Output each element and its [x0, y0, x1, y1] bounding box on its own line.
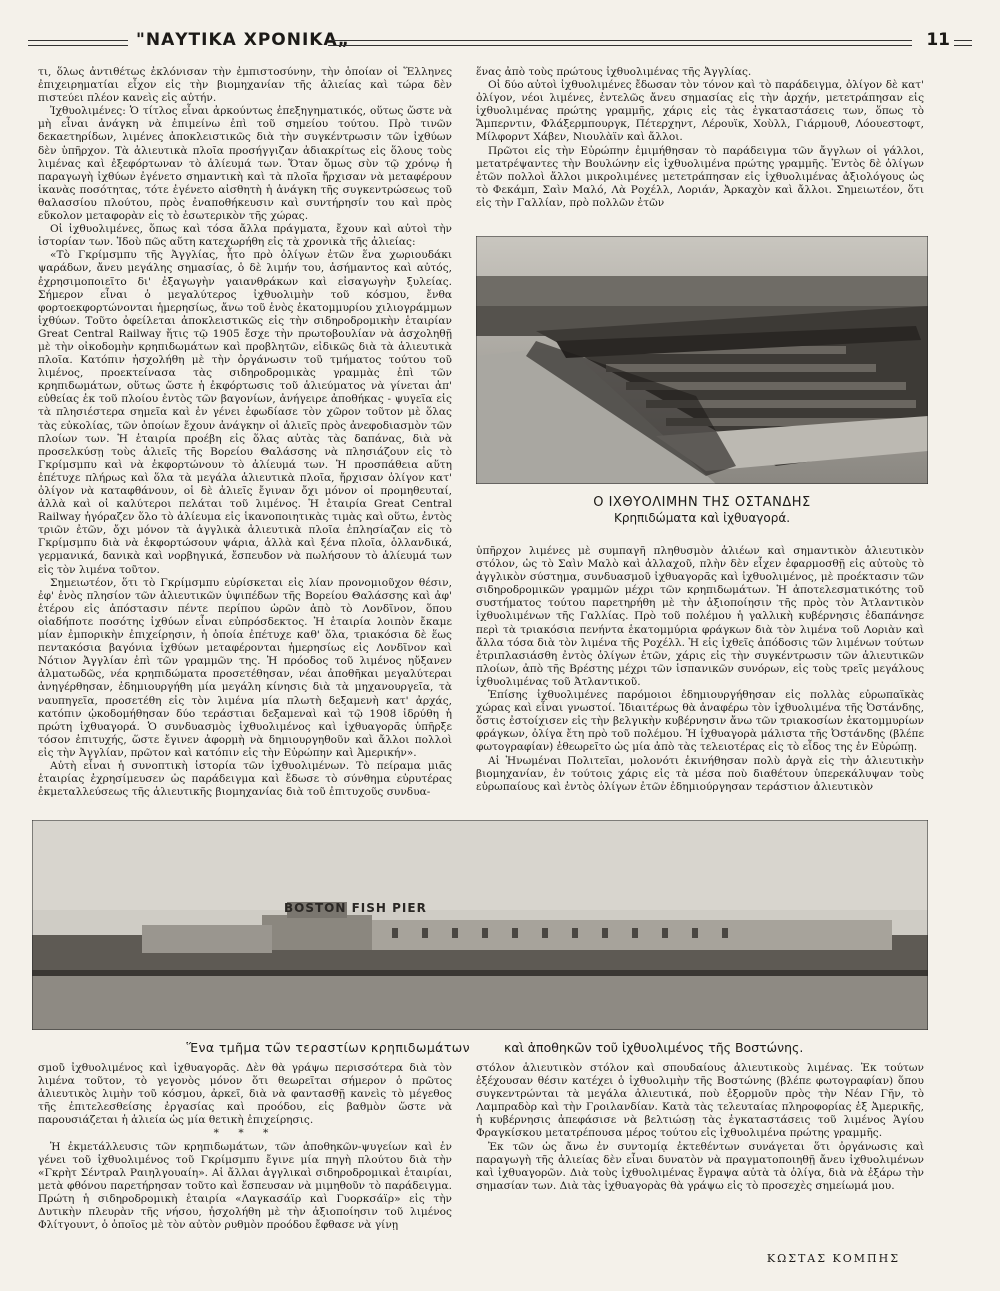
article-column-left [38, 66, 452, 824]
magazine-title: "ΝΑΥΤΙΚΑ ΧΡΟΝΙΚΑ„ [136, 30, 350, 50]
page-header [28, 30, 972, 56]
article-column-bottom-left [38, 1062, 452, 1262]
paragraph: σμοῦ ἰχθυολιμένος καὶ ἰχθυαγορᾶς. Δὲν θὰ γράψω περισσότερα διὰ τὸν λιμένα τοῦτον, τὸ γεγονὸς μόνον ὅτι θεωρεῖται σήμερον ὁ πρῶτος ἁλιευτικὸς λιμὴν τοῦ κόσμου, ἀρκεῖ, διὰ νὰ φαντασθῇ κανεὶς τὸ μέγεθος τῆς ἐπιτελεσθείσης ἐργασίας καὶ προόδου, εἰς βαθμὸν ὥστε νὰ παρουσιάζεται ἡ ἁλιεία ὡς μία θετικὴ ἐπιχείρησις. [38, 1062, 452, 1127]
paragraph: «Τὸ Γκρίμσμπυ τῆς Ἀγγλίας, ἦτο πρὸ ὀλίγων ἐτῶν ἕνα χωριουδάκι ψαράδων, ἄνευ μεγάλης σημασίας, ὁ δὲ λιμήν του, ἀσήμαντος καὶ αὐτός, ἐχρησιμοποιεῖτο δι' ἐξαγωγὴν γαιανθράκων καὶ εἰσαγωγὴν ξυλείας. Σήμερον εἶναι ὁ μεγαλύτερος ἰχθυολιμὴν τοῦ κόσμου, ἔνθα φορτοεκφορτώνονται ἡμερησίως, ἄνω τοῦ ἑνὸς ἑκατομμυρίου χιλιογράμμων ἰχθύων. Τοῦτο ὀφείλεται ἀποκλειστικῶς εἰς τὴν σιδηροδρομικὴν ἑταιρίαν Great Central Railway ἥτις τῷ 1905 ἔσχε τὴν πρωτοβουλίαν νὰ ἀσχοληθῇ μὲ τὴν οἰκοδομὴν κρηπιδωμάτων καὶ προβλητῶν, εἰδικῶς διὰ τὰ ἁλιευτικὰ πλοῖα. Κατόπιν ἠσχολήθη μὲ τὴν ὀργάνωσιν τοῦ τμήματος τούτου τοῦ λιμένος, προεκτείνασα τὰς σιδηροδρομικὰς γραμμὰς ἐπὶ τῶν κρηπιδωμάτων, οὕτως ὥστε ἡ ἐκφόρτωσις τοῦ ἁλιεύματος νὰ γίνεται ἀπ' εὐθείας ἐκ τοῦ πλοίου ἐντὸς τῶν βαγονίων, ἀνήγειρε ἀποθήκας - ψυγεῖα εἰς τὰ πλησιέστερα σημεῖα καὶ ἐν γένει ἐφωδίασε τὸν χῶρον τοῦτον μὲ ὅλας τὰς εὐκολίας, τῶν ὁποίων ἔχουν ἀνάγκην οἱ ἁλιεῖς πρὸς ἀνεφοδιασμὸν τῶν πλοίων των. Ἡ ἑταιρία προέβη εἰς ὅλας αὐτὰς τὰς δαπάνας, διὰ νὰ προσελκύσῃ τοὺς ἁλιεῖς τῆς Βορείου Θαλάσσης νὰ πλησιάζουν εἰς τὸ Γκρίμσμπυ καὶ νὰ ἐκφορτώνουν τὸ ἁλίευμά των. Ἡ προσπάθεια αὕτη ἐπέτυχε πλήρως καὶ ὅλα τὰ μεγάλα ἁλιευτικὰ πλοῖα, ἤρχισαν ὀλίγον κατ' ὀλίγον νὰ καταφθάνουν, οἱ δὲ ἁλιεῖς ἔγιναν ὄχι μόνον οἱ προμηθευταί, ἀλλὰ καὶ οἱ καλύτεροι πελάται τοῦ λιμένος. Ἡ ἑταιρία Great Central Railway ἠγόραζεν ὅλο τὸ ἁλίευμα εἰς ἱκανοποιητικὰς τιμὰς καὶ οὕτω, ἐντὸς τριῶν ἐτῶν, ὄχι μόνον τὰ ἀγγλικὰ ἁλιευτικὰ πλοῖα ἐπλησίαζαν εἰς τὸ Γκρίμσμπυ διὰ νὰ ἐκφορτώσουν ψάρια, ἀλλὰ καὶ ξένα πλοῖα, ὁλλανδικά, γερμανικά, δανικὰ καὶ νορβηγικά, ἔσπευδον νὰ πωλήσουν τὸ ἁλίευμά των εἰς τὸν λιμένα τοῦτον. [38, 249, 452, 576]
page-number: 11 [926, 30, 950, 50]
paragraph: Ἐκ τῶν ὡς ἄνω ἐν συντομίᾳ ἐκτεθέντων συνάγεται ὅτι ὀργάνωσις καὶ παραγωγὴ τῆς ἁλιείας δὲν εἶναι δυνατὸν νὰ πραγματοποιηθῇ ἄνευ ἰχθυολιμένων καὶ ἰχθυαγορῶν. Διὰ τοὺς ἰχθυολιμένας ἔγραψα αὐτὰ τὰ ὀλίγα, διὰ νὰ ἐξάρω τὴν σημασίαν των. Διὰ τὰς ἰχθυαγορὰς θὰ γράψω εἰς τὸ προσεχὲς σημείωμά μου. [476, 1140, 924, 1192]
article-column-right-mid [476, 545, 924, 825]
caption-right: καὶ ἀποθηκῶν τοῦ ἰχθυολιμένος τῆς Βοστώνης. [504, 1040, 804, 1055]
paragraph: στόλον ἁλιευτικὸν στόλον καὶ σπουδαίους ἁλιευτικοὺς λιμένας. Ἐκ τούτων ἐξέχουσαν θέσιν κατέχει ὁ ἰχθυολιμὴν τῆς Βοστώνης (βλέπε φωτογραφίαν) ὅπου συγκεντρώνται τὰ μεγάλα ἁλιευτικά, ποὺ ἐξορμοῦν πρὸς τὴν Νέαν Γῆν, τὸ Λαμπραδὸρ καὶ τὴν Γροιλανδίαν. Κατὰ τὰς τελευταίας πληροφορίας ἐξ Ἀμερικῆς, ἡ κυβέρνησις ἀπεφάσισε νὰ βελτιώσῃ τὰς ἐγκαταστάσεις τοῦ λιμένος Ἁγίου Φραγκίσκου μετατρέπουσα μέρος τούτου εἰς ἰχθυολιμένα πρώτης γραμμῆς. [476, 1062, 924, 1140]
paragraph: ὑπῆρχον λιμένες μὲ συμπαγῆ πληθυσμὸν ἁλιέων καὶ σημαντικὸν ἁλιευτικὸν στόλον, ὡς τὸ Σαὶν Μαλὸ καὶ ἀλλαχοῦ, πλὴν δὲν εἶχεν ἐφαρμοσθῇ εἰς αὐτοὺς τὸ ἀγγλικὸν σύστημα, συνδυασμοῦ ἰχθυαγορᾶς καὶ ἰχθυολιμένος, μὲ προέκτασιν τῶν σιδηροδρομικῶν γραμμῶν μέχρι τῶν κρηπιδωμάτων. Ἡ ἀποτελεσματικότης τοῦ συστήματος τούτου παρετηρήθη μὲ τὴν ἀξιοποίησιν τῆς πρὸς τὸν Ἀτλαντικὸν ἰχθυολιμένων τῆς Γαλλίας. Πρὸ τοῦ πολέμου ἡ γαλλικὴ κυβέρνησις ἐδαπάνησε περὶ τὰ τριακόσια πενήντα ἑκατομμύρια φράγκων διὰ τὸν λιμένα τοῦ Λοριὰν καὶ ἄλλα τόσα διὰ τὸν λιμένα τῆς Ροχέλλ. Ἡ εἰς ἰχθεῖς ἀπόδοσις τῶν λιμένων τούτων ἐτριπλασιάσθη ἐντὸς ὀλίγων ἐτῶν, χάρις εἰς τὴν συγκέντρωσιν τῶν ἁλιευτικῶν πλοίων, ἀπὸ τῆς Βρέστης μέχρι τῶν ἱσπανικῶν συνόρων, εἰς τοὺς τρεῖς μεγάλους ἰχθυολιμένας τοῦ Ἀτλαντικοῦ. [476, 545, 924, 688]
article-column-bottom-right [476, 1062, 924, 1242]
caption-subtitle: Κρηπιδώματα καὶ ἰχθυαγορά. [613, 511, 791, 525]
paragraph: Ἡ ἐκμετάλλευσις τῶν κρηπιδωμάτων, τῶν ἀποθηκῶν-ψυγείων καὶ ἐν γένει τοῦ ἰχθυολιμένος τοῦ Γκρίμσμπυ ἔγινε μία πηγὴ πλούτου διὰ τὴν «Γκρὴτ Σέντραλ Ραιηλγουαίη». Αἱ ἄλλαι ἀγγλικαὶ σιδηροδρομικαὶ ἑταιρίαι, μετὰ φθόνου παρετήρησαν τοῦτο καὶ ἔσπευσαν νὰ μιμηθοῦν τὸ παράδειγμα. Πρώτη ἡ σιδηροδρομικὴ ἑταιρία «Λαγκασάϊρ καὶ Γυορκσάϊρ» εἰς τὴν Δυτικὴν πλευρὰν τῆς νήσου, ἠσχολήθη μὲ τὴν ἀξιοποίησιν τοῦ λιμένος Φλίτγουντ, ὁ ὁποῖος μὲ τὸν αὐτὸν ρυθμὸν προόδου ἔφθασε νὰ γίνῃ [38, 1140, 452, 1232]
header-rule-right [328, 40, 912, 46]
pier-sign-text: BOSTON FISH PIER [284, 901, 427, 915]
boston-fish-pier-photo [32, 820, 928, 1030]
paragraph: ἕνας ἀπὸ τοὺς πρώτους ἰχθυολιμένας τῆς Ἀγγλίας. [476, 66, 752, 78]
paragraph: Αὐτὴ εἶναι ἡ συνοπτικὴ ἱστορία τῶν ἰχθυολιμένων. Τὸ πείραμα μιᾶς ἑταιρίας ἐχρησίμευσεν ὡς παράδειγμα καὶ ἔδωσε τὸ σύνθημα εὐρυτέρας ἐκμεταλλεύσεως τῆς ἁλιευτικῆς βιομηχανίας διὰ τοῦ ἐπιτυχοῦς συνδυα- [38, 759, 452, 799]
author-signature: ΚΩΣΤΑΣ ΚΟΜΠΗΣ [766, 1252, 900, 1265]
ostend-harbor-photo [476, 236, 928, 484]
photo-caption-ostend [476, 495, 928, 525]
caption-title: Ο ΙΧΘΥΟΛΙΜΗΝ ΤΗΣ ΟΣΤΑΝΔΗΣ [593, 495, 811, 510]
paragraph: Οἱ δύο αὐτοὶ ἰχθυολιμένες ἔδωσαν τὸν τόνον καὶ τὸ παράδειγμα, ὀλίγον δὲ κατ' ὀλίγον, νέοι λιμένες, ἐντελῶς ἄνευ σημασίας εἰς τὴν ἀρχήν, μετετράπησαν εἰς ἰχθυολιμένας πρώτης γραμμῆς, χάρις εἰς τὰς ἐγκαταστάσεις των, ὅπως τὸ Ἄμπερντιν, Φλάξερμπουργκ, Πέτερχηντ, Λέρουϊκ, Χοὺλλ, Γιάρμουθ, Λόουεστοφτ, Μίλφορντ Χάβεν, Νιουλὰϊν καὶ ἄλλοι. [476, 79, 924, 144]
article-column-right-top [476, 66, 924, 236]
header-rule-end [954, 40, 972, 46]
section-separator: * * * [213, 1127, 277, 1140]
paragraph: τι, ὅλως ἀντιθέτως ἐκλόνισαν τὴν ἐμπιστοσύνην, τὴν ὁποίαν οἱ Ἕλληνες ἐπιχειρηματίαι εἶχον εἰς τὴν βιομηχανίαν τῆς ἁλιείας καὶ τώρα δὲν πιστεύει πλέον κανεὶς εἰς αὐτήν. [38, 66, 452, 105]
header-rule-left [28, 40, 128, 46]
paragraph: Ἐπίσης ἰχθυολιμένες παρόμοιοι ἐδημιουργήθησαν εἰς πολλὰς εὐρωπαϊκὰς χώρας καὶ εἶναι γνωστοί. Ἰδιαιτέρως θὰ ἀναφέρω τὸν ἰχθυολιμένα τῆς Ὀστάνδης, ὅστις ἐστοίχισεν εἰς τὴν βελγικὴν κυβέρνησιν ἄνω τῶν τριακοσίων ἑκατομμυρίων φράγκων, ὀλίγα ἔτη πρὸ τοῦ πολέμου. Ἡ ἰχθυαγορὰ μάλιστα τῆς Ὀστάνδης (βλέπε φωτογραφίαν) ἐθεωρεῖτο ὡς μία ἀπὸ τὰς τελειοτέρας εἰς τὸ εἶδος της ἐν Εὐρώπῃ. [476, 689, 924, 754]
paragraph: Αἱ Ἡνωμέναι Πολιτεῖαι, μολονότι ἐκινήθησαν πολὺ ἀργὰ εἰς τὴν ἁλιευτικὴν βιομηχανίαν, ἐν τούτοις χάρις εἰς τὰ μέσα ποὺ διαθέτουν ὑπερεκάλυψαν τοὺς εὐρωπαίους καὶ ἐντὸς ὀλίγων ἐτῶν ἐδημιούργησαν τεράστιον ἁλιευτικὸν [476, 754, 924, 793]
paragraph: Ἰχθυολιμένες: Ὁ τίτλος εἶναι ἀρκούντως ἐπεξηγηματικός, οὕτως ὥστε νὰ μὴ εἶναι ἀνάγκη νὰ ἐπιμείνω ἐπὶ τοῦ σημείου τούτου. Πρὸ τινῶν δεκαετηρίδων, λιμένες ἀποκλειστικῶς διὰ τὴν συγκέντρωσιν τῶν ἰχθύων δὲν ὑπῆρχον. Τὰ ἁλιευτικὰ πλοῖα προσήγγιζαν ἀδιακρίτως εἰς ὅλους τοὺς λιμένας καὶ ἐξεφόρτωναν τὸ ἁλίευμά των. Ὅταν ὅμως σὺν τῷ χρόνῳ ἡ παραγωγὴ ἰχθύων ἐγένετο σημαντικὴ καὶ τὰ πλοῖα ἤρχισαν νὰ μεταφέρουν ἱκανὰς ποσότητας, τότε ἐγένετο αἰσθητὴ ἡ ἀνάγκη τῆς συγκεντρώσεως τοῦ θαλασσίου πλούτου, πρὸς ἐναποθήκευσιν καὶ συντήρησίν του καὶ πρὸς εὔκολον μεταφορὰν εἰς τὸ ἐσωτερικὸν τῆς χώρας. [38, 105, 452, 223]
caption-left: Ἕνα τμῆμα τῶν τεραστίων κρηπιδωμάτων [186, 1040, 470, 1055]
paragraph: Σημειωτέον, ὅτι τὸ Γκρίμσμπυ εὑρίσκεται εἰς λίαν προνομιοῦχον θέσιν, ἐφ' ἑνὸς πλησίον τῶν ἁλιευτικῶν ὑψιπέδων τῆς Βορείου Θαλάσσης καὶ ἀφ' ἑτέρου εἰς ἀπόστασιν πέντε περίπου ὡρῶν ἀπὸ τὸ Λονδῖνον, ὅπου οἱαδήποτε ποσότης ἰχθύων εἶναι εὐπρόσδεκτος. Ἡ ἑταιρία λοιπὸν ἔκαμε μίαν ἐμπορικὴν ἐπιχείρησιν, ἡ ὁποία ἐπέτυχε καθ' ὅλα, τριακόσια δὲ ἕως πεντακόσια βαγόνια ἰχθύων μεταφέρονται ἡμερησίως εἰς Λονδῖνον καὶ Νότιον Ἀγγλίαν ἐπὶ τῶν γραμμῶν της. Ἡ πρόοδος τοῦ λιμένος ηὔξανεν ἀλματωδῶς, νέα κρηπιδώματα προσετέθησαν, νέαι ἀποθῆκαι μεγαλύτεραι ἀνηγέρθησαν, ἐδημιουργήθη μία μεγάλη κίνησις διὰ τὰ μηχανουργεῖα, τὰ ναυπηγεῖα, προσετέθη εἰς τὸν λιμένα μία πλωτὴ δεξαμενὴ κατ' ἀρχάς, κατόπιν ᾠκοδομήθησαν δύο τεράστιαι δεξαμεναὶ καὶ τῷ 1908 ἱδρύθη ἡ πρώτη ἰχθυαγορά. Ὁ συνδυασμὸς ἰχθυολιμένος καὶ ἰχθυαγορᾶς ὑπῆρξε τόσον ἐπιτυχής, ὥστε ἔγινεν ἀφορμὴ νὰ δημιουργηθοῦν καὶ ἄλλοι πολλοὶ εἰς τὴν Ἀγγλίαν, πρῶτον καὶ κατόπιν εἰς τὴν Εὐρώπην καὶ Ἀμερικήν». [38, 576, 452, 759]
paragraph: Οἱ ἰχθυολιμένες, ὅπως καὶ τόσα ἄλλα πράγματα, ἔχουν καὶ αὐτοὶ τὴν ἱστορίαν των. Ἰδοὺ πῶς αὕτη κατεχωρήθη εἰς τὰ χρονικὰ τῆς ἁλιείας: [38, 223, 452, 249]
paragraph: Πρῶτοι εἰς τὴν Εὐρώπην ἐμιμήθησαν τὸ παράδειγμα τῶν ἄγγλων οἱ γάλλοι, μετατρέψαντες τὴν Βουλώνην εἰς ἰχθυολιμένα πρώτης γραμμῆς. Ἐντὸς δὲ ὀλίγων ἐτῶν πολλοὶ ἄλλοι μικρολιμένες μετετράπησαν εἰς ἰχθυολιμένας ἀξιολόγους ὡς τὸ Φεκάμπ, Σαὶν Μαλό, Λὰ Ροχέλλ, Λοριάν, Ἀρκαχὸν καὶ ἄλλοι. Σημειωτέον, ὅτι εἰς τὴν Γαλλίαν, πρὸ πολλῶν ἐτῶν [476, 144, 924, 209]
photo-caption-boston [140, 1040, 940, 1055]
